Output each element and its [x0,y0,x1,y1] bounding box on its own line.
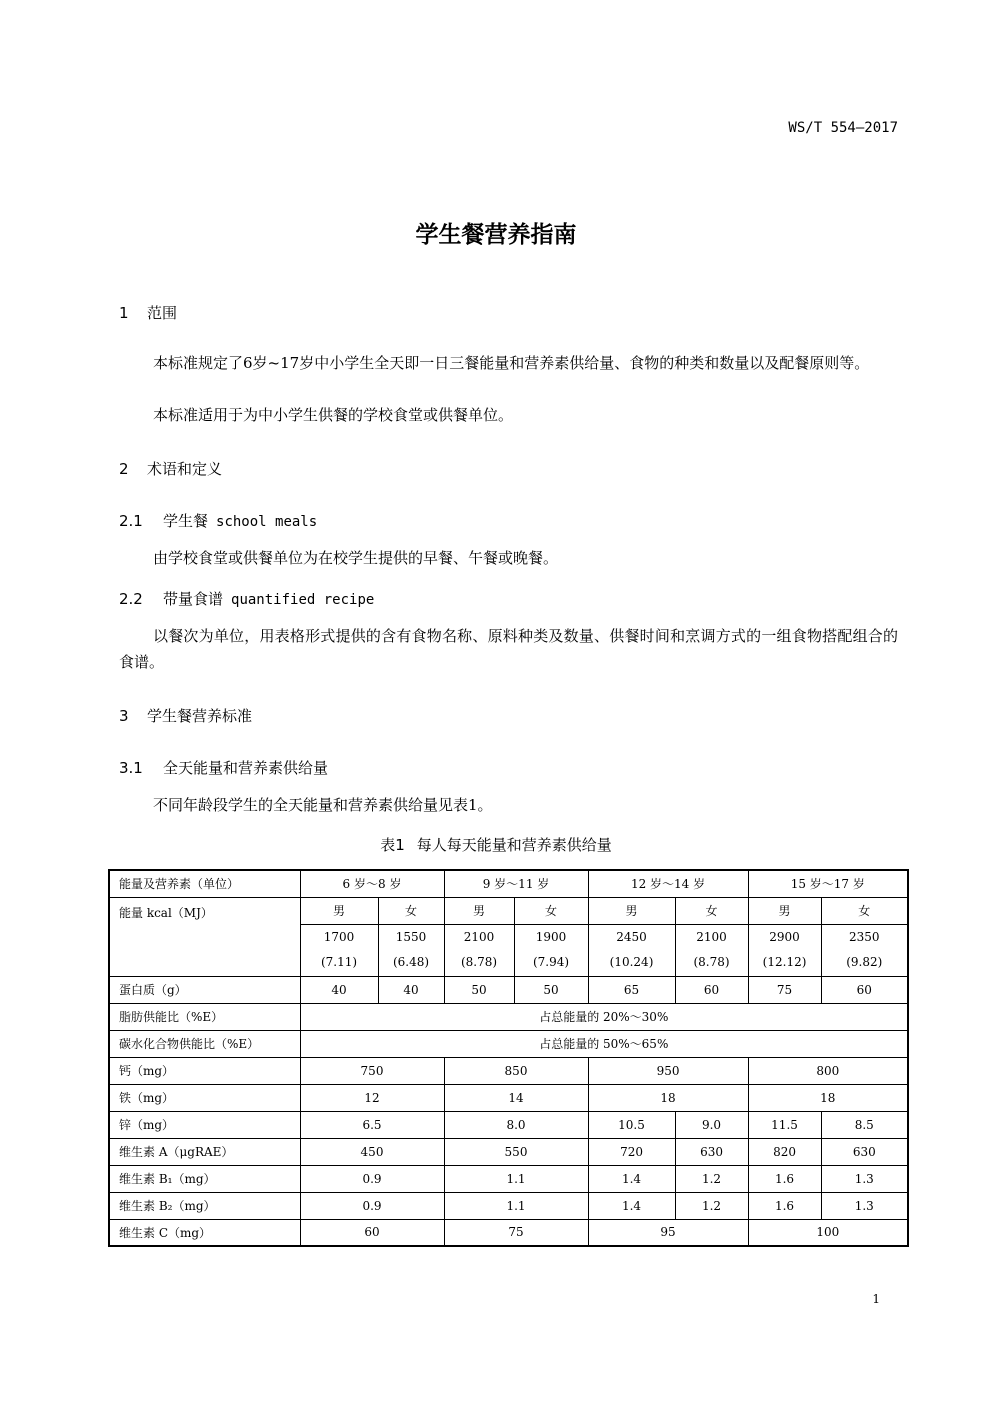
table-row-carb [109,1030,908,1057]
table-row-calcium [109,1057,908,1084]
energy-mj: (9.82) [846,955,883,969]
sex-cell: 男 [444,897,514,924]
value-cell: 75 [444,1219,588,1246]
value-cell: 1.2 [675,1192,748,1219]
value-cell: 18 [748,1084,908,1111]
value-cell: 720 [588,1138,675,1165]
table-row-sex [109,897,908,924]
energy-cell [748,924,821,976]
term-english: quantified recipe [231,592,375,608]
section-2-heading [119,458,222,479]
value-cell: 占总能量的 20%～30% [300,1003,908,1030]
table-header-row [109,870,908,897]
value-cell: 1.1 [444,1192,588,1219]
sex-cell: 女 [821,897,908,924]
definition-school-meals: 由学校食堂或供餐单位为在校学生提供的早餐、午餐或晚餐。 [153,549,559,567]
value-cell: 14 [444,1084,588,1111]
value-cell: 占总能量的 50%～65% [300,1030,908,1057]
age-group-cell: 9 岁～11 岁 [444,870,588,897]
energy-kcal: 2350 [849,930,880,944]
sex-cell: 女 [675,897,748,924]
row-label-cell: 维生素 B₂（mg） [109,1192,300,1219]
row-label-cell: 钙（mg） [109,1057,300,1084]
value-cell: 8.0 [444,1111,588,1138]
sex-cell: 女 [514,897,588,924]
table-title: 每人每天能量和营养素供给量 [416,836,612,854]
energy-cell [514,924,588,976]
energy-kcal: 2100 [696,930,727,944]
energy-kcal: 2450 [616,930,647,944]
table-row-zinc [109,1111,908,1138]
section-title: 范围 [147,304,178,322]
value-cell: 1.2 [675,1165,748,1192]
value-cell: 11.5 [748,1111,821,1138]
row-label-cell: 脂肪供能比（%E） [109,1003,300,1030]
row-label-cell: 锌（mg） [109,1111,300,1138]
header-label-cell: 能量及营养素（单位） [109,870,300,897]
value-cell: 630 [821,1138,908,1165]
value-cell: 1.3 [821,1192,908,1219]
value-cell: 1.1 [444,1165,588,1192]
table-row-vitamin-a [109,1138,908,1165]
section-title: 全天能量和营养素供给量 [163,759,329,777]
age-group-cell: 6 岁～8 岁 [300,870,444,897]
value-cell: 820 [748,1138,821,1165]
term-english: school meals [216,514,318,530]
value-cell: 1.4 [588,1165,675,1192]
value-cell: 550 [444,1138,588,1165]
row-label-cell: 蛋白质（g） [109,976,300,1003]
sex-cell: 男 [300,897,378,924]
table-row-vitamin-c [109,1219,908,1246]
row-label-cell: 维生素 C（mg） [109,1219,300,1246]
nutrition-table [108,869,909,1247]
section-3-heading [119,705,252,726]
energy-kcal: 2900 [769,930,800,944]
age-group-cell: 12 岁～14 岁 [588,870,748,897]
value-cell: 450 [300,1138,444,1165]
value-cell: 60 [300,1219,444,1246]
term-title: 带量食谱 [163,590,224,608]
age-group-cell: 15 岁～17 岁 [748,870,908,897]
section-title: 术语和定义 [147,460,223,478]
energy-mj: (6.48) [392,955,430,969]
table-caption [0,834,992,855]
section-2-1-heading [119,510,317,531]
row-label-cell: 碳水化合物供能比（%E） [109,1030,300,1057]
energy-kcal: 1900 [535,930,567,944]
value-cell: 18 [588,1084,748,1111]
energy-kcal: 2100 [463,930,495,944]
value-cell: 950 [588,1057,748,1084]
table-row-protein [109,976,908,1003]
table-row-fat [109,1003,908,1030]
section-1-heading [119,302,177,323]
value-cell: 800 [748,1057,908,1084]
energy-cell [821,924,908,976]
value-cell: 65 [588,976,675,1003]
value-cell: 1.4 [588,1192,675,1219]
row-label-cell: 铁（mg） [109,1084,300,1111]
value-cell: 95 [588,1219,748,1246]
energy-mj: (7.11) [320,955,358,969]
value-cell: 630 [675,1138,748,1165]
energy-mj: (8.78) [693,955,730,969]
energy-mj: (12.12) [762,955,807,969]
value-cell: 8.5 [821,1111,908,1138]
energy-label-cell: 能量 kcal（MJ） [109,897,300,976]
sex-cell: 女 [378,897,444,924]
energy-mj: (10.24) [609,955,654,969]
value-cell: 75 [748,976,821,1003]
section-title: 学生餐营养标准 [147,707,253,725]
energy-mj: (8.78) [460,955,498,969]
energy-mj: (7.94) [532,955,570,969]
section-2-2-heading [119,588,374,609]
table-number: 表1 [380,836,405,854]
section-number: 2.2 [119,590,143,608]
document-code: WS/T 554—2017 [788,120,898,136]
table-reference-paragraph: 不同年龄段学生的全天能量和营养素供给量见表1。 [153,796,493,814]
table-row-iron [109,1084,908,1111]
sex-cell: 男 [588,897,675,924]
energy-cell [378,924,444,976]
row-label-cell: 维生素 B₁（mg） [109,1165,300,1192]
value-cell: 1.3 [821,1165,908,1192]
table-row-vitamin-b1 [109,1165,908,1192]
sex-cell: 男 [748,897,821,924]
page-number: 1 [872,1292,880,1306]
table-row-vitamin-b2 [109,1192,908,1219]
value-cell: 50 [444,976,514,1003]
energy-cell [588,924,675,976]
value-cell: 850 [444,1057,588,1084]
energy-cell [675,924,748,976]
value-cell: 750 [300,1057,444,1084]
definition-quantified-recipe: 以餐次为单位，用表格形式提供的含有食物名称、原料种类及数量、供餐时间和烹调方式的一组食物搭配组合的食谱。 [119,627,898,671]
value-cell: 10.5 [588,1111,675,1138]
section-number: 3.1 [119,759,143,777]
section-number: 1 [119,304,129,322]
value-cell: 1.6 [748,1192,821,1219]
value-cell: 12 [300,1084,444,1111]
section-number: 2 [119,460,129,478]
value-cell: 100 [748,1219,908,1246]
section-number: 3 [119,707,129,725]
value-cell: 6.5 [300,1111,444,1138]
section-3-1-heading [119,757,328,778]
value-cell: 40 [378,976,444,1003]
value-cell: 40 [300,976,378,1003]
value-cell: 60 [821,976,908,1003]
value-cell: 60 [675,976,748,1003]
energy-kcal: 1550 [395,930,427,944]
value-cell: 0.9 [300,1165,444,1192]
energy-kcal: 1700 [323,930,355,944]
energy-cell [444,924,514,976]
value-cell: 50 [514,976,588,1003]
energy-cell [300,924,378,976]
scope-paragraph-1: 本标准规定了6岁~17岁中小学生全天即一日三餐能量和营养素供给量、食物的种类和数量以及配餐原则等。 [153,354,870,372]
value-cell: 1.6 [748,1165,821,1192]
row-label-cell: 维生素 A（μgRAE） [109,1138,300,1165]
value-cell: 0.9 [300,1192,444,1219]
section-number: 2.1 [119,512,143,530]
value-cell: 9.0 [675,1111,748,1138]
scope-paragraph-2: 本标准适用于为中小学生供餐的学校食堂或供餐单位。 [153,406,514,424]
page-title: 学生餐营养指南 [415,222,577,248]
term-title: 学生餐 [163,512,209,530]
